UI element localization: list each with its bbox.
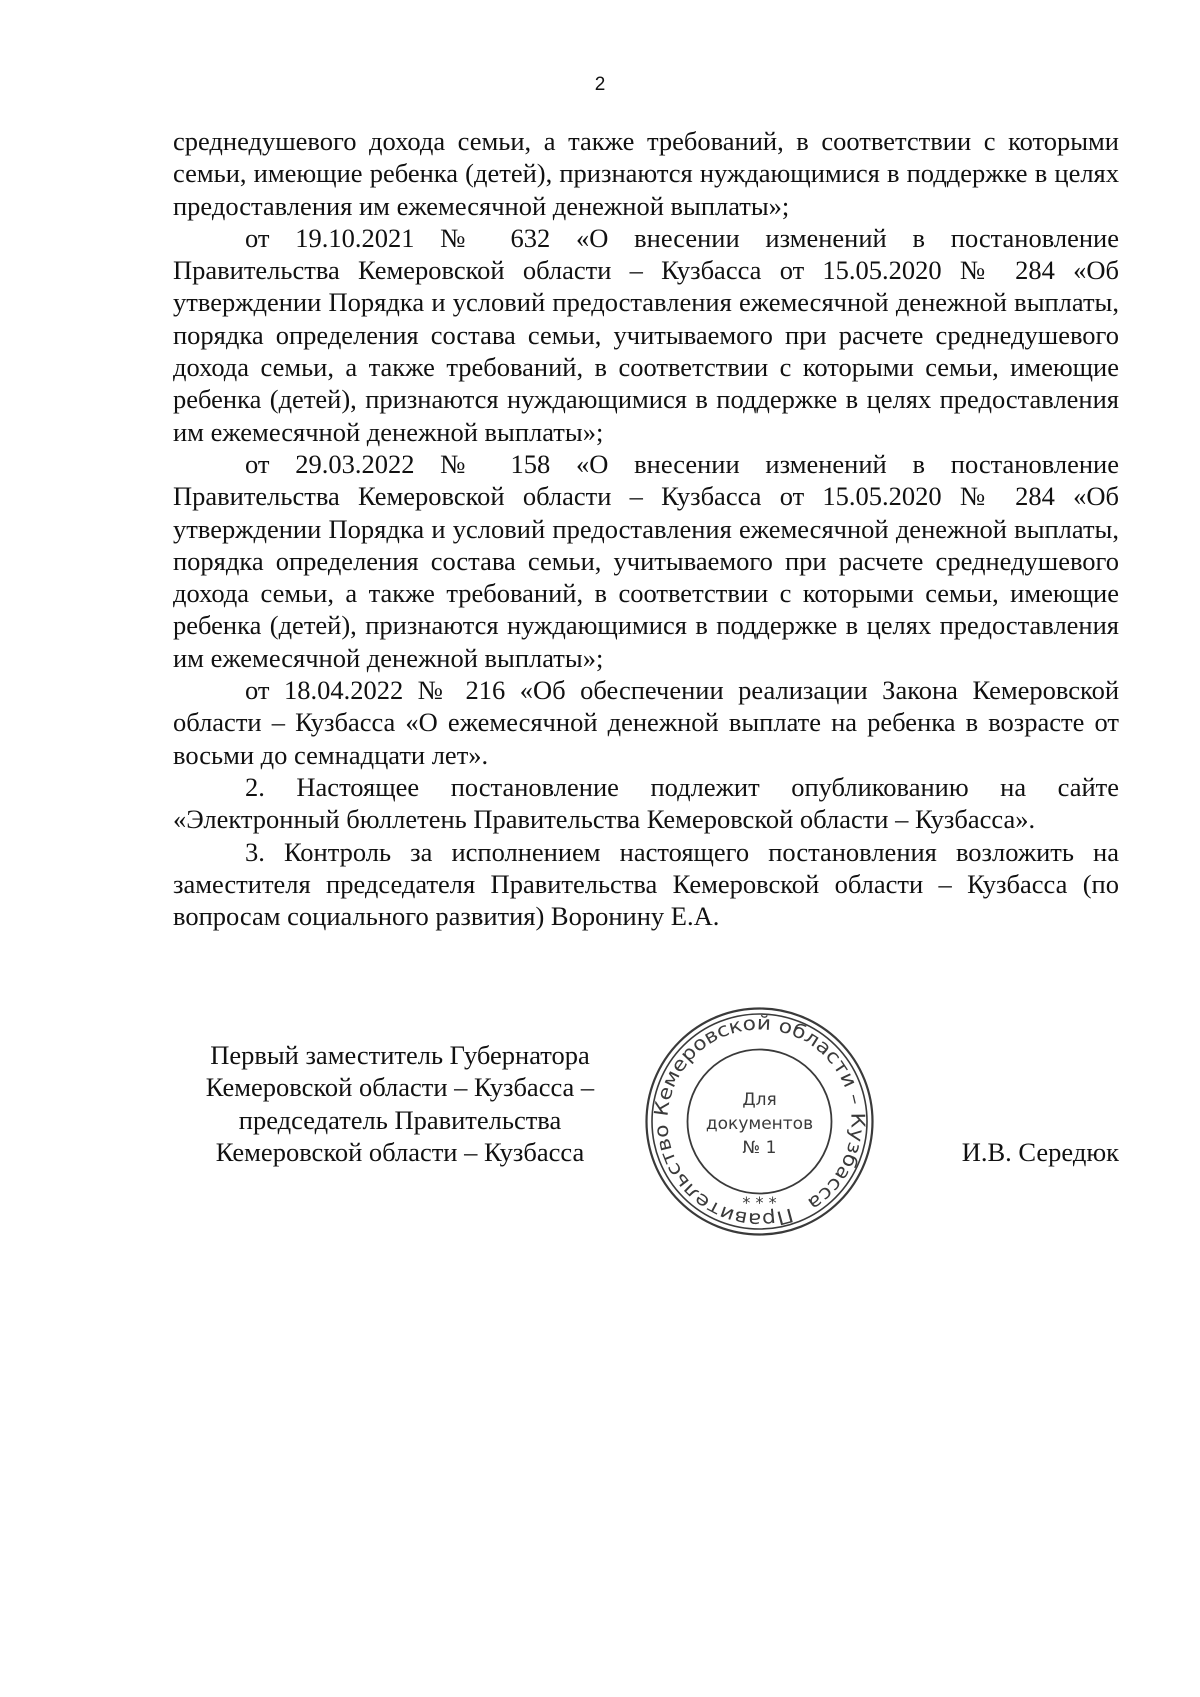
paragraph-publication-clause: 2. Настоящее постановление подлежит опубликованию на сайте «Электронный бюллетень Правительства Кемеровской области – Кузбасса». bbox=[173, 771, 1119, 835]
signatory-position bbox=[180, 1039, 620, 1168]
stamp-center-line-2: документов bbox=[705, 1114, 814, 1134]
paragraph-control-clause: 3. Контроль за исполнением настоящего постановления возложить на заместителя председателя Правительства Кемеровской области – Кузбасса (по вопросам социального развития) Воронину Е.А. bbox=[173, 836, 1119, 932]
paragraph-continuation: среднедушевого дохода семьи, а также требований, в соответствии с которыми семьи, имеющие ребенка (детей), признаются нуждающимися в поддержке в целях предоставления им ежемесячной денежной выплаты»; bbox=[173, 126, 1119, 221]
stamp-ring-text-path: Правительство Кемеровской области – Кузбасса bbox=[650, 1012, 869, 1231]
signatory-position-line: председатель Правительства bbox=[238, 1104, 562, 1135]
signer-name: И.В. Середюк bbox=[961, 1137, 1119, 1167]
paragraph-decree-216: от 18.04.2022 № 216 «Об обеспечении реализации Закона Кемеровской области – Кузбасса «О ежемесячной денежной выплате на ребенка в возрасте от восьми до семнадцати лет». bbox=[173, 675, 1119, 770]
signatory-position-line: Кемеровской области – Кузбасса – bbox=[205, 1072, 595, 1103]
stamp-stars: * * * bbox=[742, 1193, 777, 1212]
stamp-center-line-3: № 1 bbox=[742, 1138, 777, 1158]
page-number: 2 bbox=[594, 74, 606, 95]
stamp-center-line-1: Для bbox=[742, 1090, 777, 1110]
signatory-position-line: Кемеровской области – Кузбасса bbox=[215, 1136, 585, 1167]
paragraph-decree-632: от 19.10.2021 № 632 «О внесении изменений в постановление Правительства Кемеровской области – Кузбасса от 15.05.2020 № 284 «Об утверждении Порядка и условий предоставления ежемесячной денежной выплаты, порядка определения состава семьи, учитываемого при расчете среднедушевого дохода семьи, а также требований, в соответствии с которыми семьи, имеющие ребенка (детей), признаются нуждающимися в поддержке в целях предоставления им ежемесячной денежной выплаты»; bbox=[173, 222, 1119, 447]
document-body bbox=[173, 125, 1119, 932]
official-seal-stamp bbox=[643, 1005, 876, 1238]
signatory-position-line: Первый заместитель Губернатора bbox=[210, 1040, 590, 1070]
paragraph-decree-158: от 29.03.2022 № 158 «О внесении изменений в постановление Правительства Кемеровской области – Кузбасса от 15.05.2020 № 284 «Об утверждении Порядка и условий предоставления ежемесячной денежной выплаты, порядка определения состава семьи, учитываемого при расчете среднедушевого дохода семьи, а также требований, в соответствии с которыми семьи, имеющие ребенка (детей), признаются нуждающимися в поддержке в целях предоставления им ежемесячной денежной выплаты»; bbox=[173, 448, 1119, 673]
